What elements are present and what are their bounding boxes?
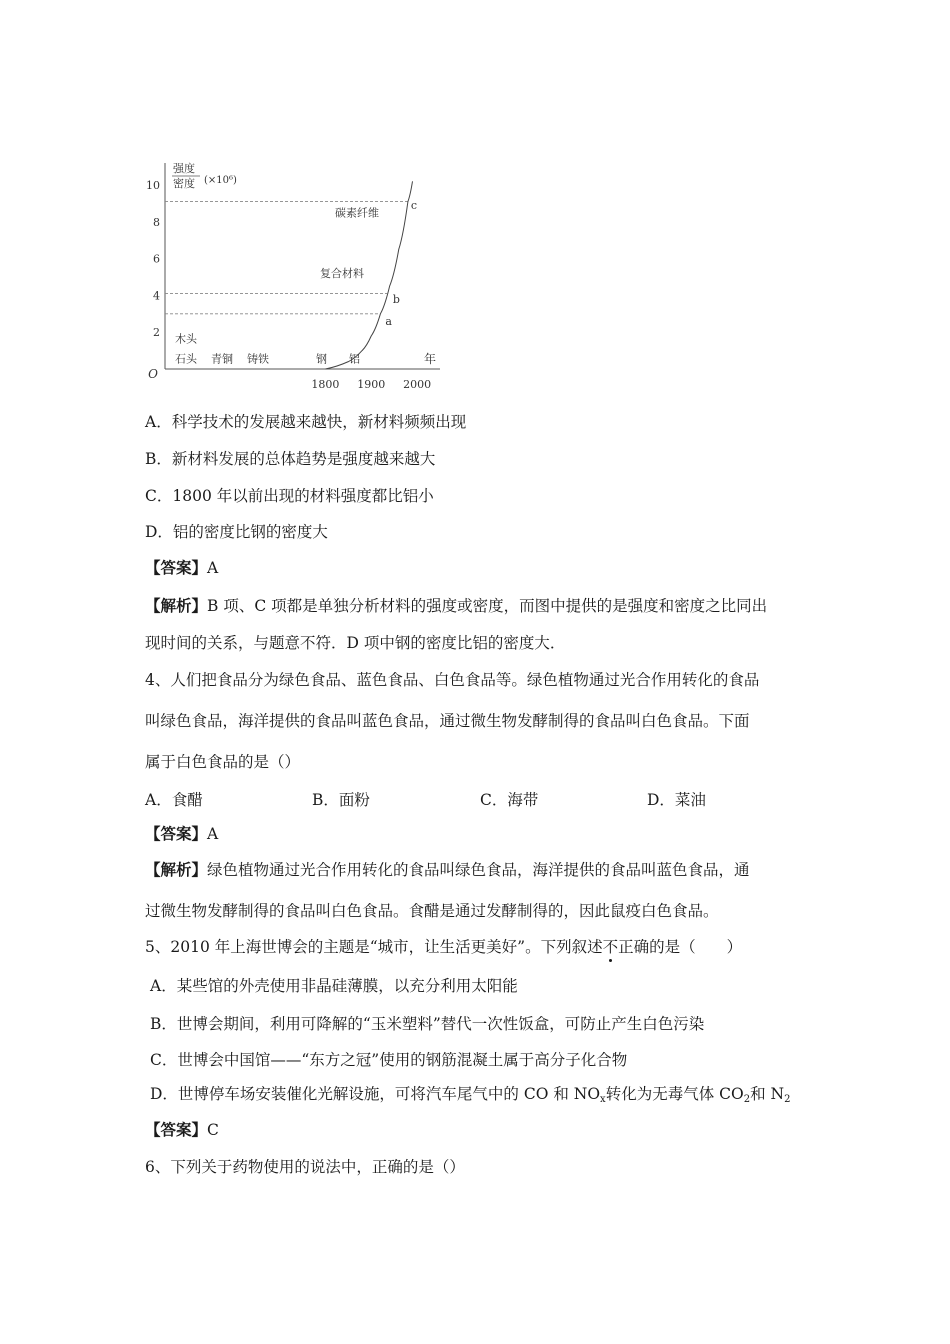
x-tick-label: 1900 — [357, 378, 386, 391]
region-label-composite: 复合材料 — [320, 267, 364, 280]
q5-stem-part-2: 正确的是（ ） — [618, 938, 743, 956]
analysis-tag: 【解析】 — [145, 860, 208, 879]
q5-option-d-text-3: 和 N — [750, 1085, 785, 1103]
region-label-steel: 钢 — [316, 352, 327, 366]
q3-analysis-line-1 — [145, 596, 767, 616]
q4-stem-line-3: 属于白色食品的是（） — [145, 753, 301, 771]
y-unit: (×10⁶) — [204, 175, 237, 186]
y-tick-label: 2 — [153, 326, 160, 340]
answer-tag: 【答案】 — [145, 1120, 208, 1139]
region-label-cast-iron: 铸铁 — [247, 352, 269, 366]
q4-option-d: D．菜油 — [647, 791, 706, 809]
x-axis-label: 年 — [423, 352, 437, 366]
region-label-stone: 石头 — [175, 352, 197, 366]
q3-option-d: D．铝的密度比钢的密度大 — [145, 523, 328, 541]
analysis-tag: 【解析】 — [145, 596, 208, 615]
q5-option-b: B．世博会期间，利用可降解的“玉米塑料”替代一次性饭盒，可防止产生白色污染 — [150, 1015, 705, 1033]
q3-option-c: C．1800 年以前出现的材料强度都比铝小 — [145, 487, 434, 505]
answer-tag: 【答案】 — [145, 558, 208, 577]
region-label-carbon-fiber: 碳素纤维 — [335, 206, 379, 220]
q4-stem-line-2: 叫绿色食品，海洋提供的食品叫蓝色食品，通过微生物发酵制得的食品叫白色食品。下面 — [145, 712, 750, 730]
answer-value: A — [207, 559, 219, 577]
q4-option-a: A．食醋 — [145, 791, 203, 809]
x-tick-label: 2000 — [403, 378, 432, 391]
point-label-b: b — [392, 292, 400, 306]
q5-option-c: C．世博会中国馆——“东方之冠”使用的钢筋混凝土属于高分子化合物 — [150, 1051, 628, 1069]
origin-label: O — [148, 367, 158, 381]
region-label-bronze: 青铜 — [211, 352, 233, 366]
answer-value: A — [207, 825, 219, 843]
answer-value: C — [207, 1121, 219, 1139]
n2-subscript: 2 — [784, 1094, 791, 1105]
co2-subscript: 2 — [743, 1094, 751, 1105]
q5-stem — [145, 937, 742, 957]
q4-answer — [145, 824, 218, 844]
y-tick-label: 8 — [153, 215, 160, 229]
q5-option-d-text-2: 转化为无毒气体 CO — [605, 1085, 744, 1103]
q4-option-c: C．海带 — [480, 791, 539, 809]
x-tick-label: 1800 — [311, 378, 340, 391]
analysis-text: B 项、C 项都是单独分析材料的强度或密度，而图中提供的是强度和密度之比同出 — [207, 597, 768, 615]
y-label-strength: 强度 — [173, 162, 195, 175]
nox-subscript: x — [600, 1094, 606, 1105]
q5-answer — [145, 1120, 219, 1140]
q5-option-d — [150, 1084, 790, 1110]
q4-stem-line-1: 4、人们把食品分为绿色食品、蓝色食品、白色食品等。绿色植物通过光合作用转化的食品 — [145, 671, 760, 689]
q4-option-b: B．面粉 — [312, 791, 370, 809]
q5-stem-part-1: 5、2010 年上海世博会的主题是“城市，让生活更美好”。下列叙述 — [145, 938, 603, 956]
strength-density-chart — [140, 155, 450, 395]
point-label-c: c — [410, 198, 418, 212]
q4-analysis-line-1 — [145, 860, 750, 880]
region-label-aluminum: 铝 — [349, 352, 360, 366]
q3-answer — [145, 558, 218, 578]
y-tick-label: 10 — [146, 179, 160, 192]
analysis-text: 绿色植物通过光合作用转化的食品叫绿色食品，海洋提供的食品叫蓝色食品，通 — [207, 861, 750, 879]
q3-option-b: B．新材料发展的总体趋势是强度越来越大 — [145, 450, 436, 468]
q5-option-d-text-1: D．世博停车场安装催化光解设施，可将汽车尾气中的 CO 和 NO — [150, 1085, 601, 1103]
emphasis-dot-char: 不 — [602, 938, 619, 956]
point-label-a: a — [385, 314, 392, 328]
y-tick-label: 4 — [153, 289, 160, 303]
q6-stem: 6、下列关于药物使用的说法中，正确的是（） — [145, 1158, 465, 1176]
q5-option-a: A．某些馆的外壳使用非晶硅薄膜，以充分利用太阳能 — [150, 977, 518, 995]
q3-option-a: A．科学技术的发展越来越快，新材料频频出现 — [145, 413, 467, 431]
y-label-density: 密度 — [173, 177, 195, 190]
q4-analysis-line-2: 过微生物发酵制得的食品叫白色食品。食醋是通过发酵制得的，因此鼠疫白色食品。 — [145, 902, 719, 920]
q3-analysis-line-2: 现时间的关系，与题意不符．D 项中钢的密度比铝的密度大． — [145, 634, 566, 652]
y-tick-label: 6 — [153, 252, 160, 266]
region-label-wood: 木头 — [175, 332, 197, 346]
chart-svg — [140, 155, 450, 395]
answer-tag: 【答案】 — [145, 824, 208, 843]
